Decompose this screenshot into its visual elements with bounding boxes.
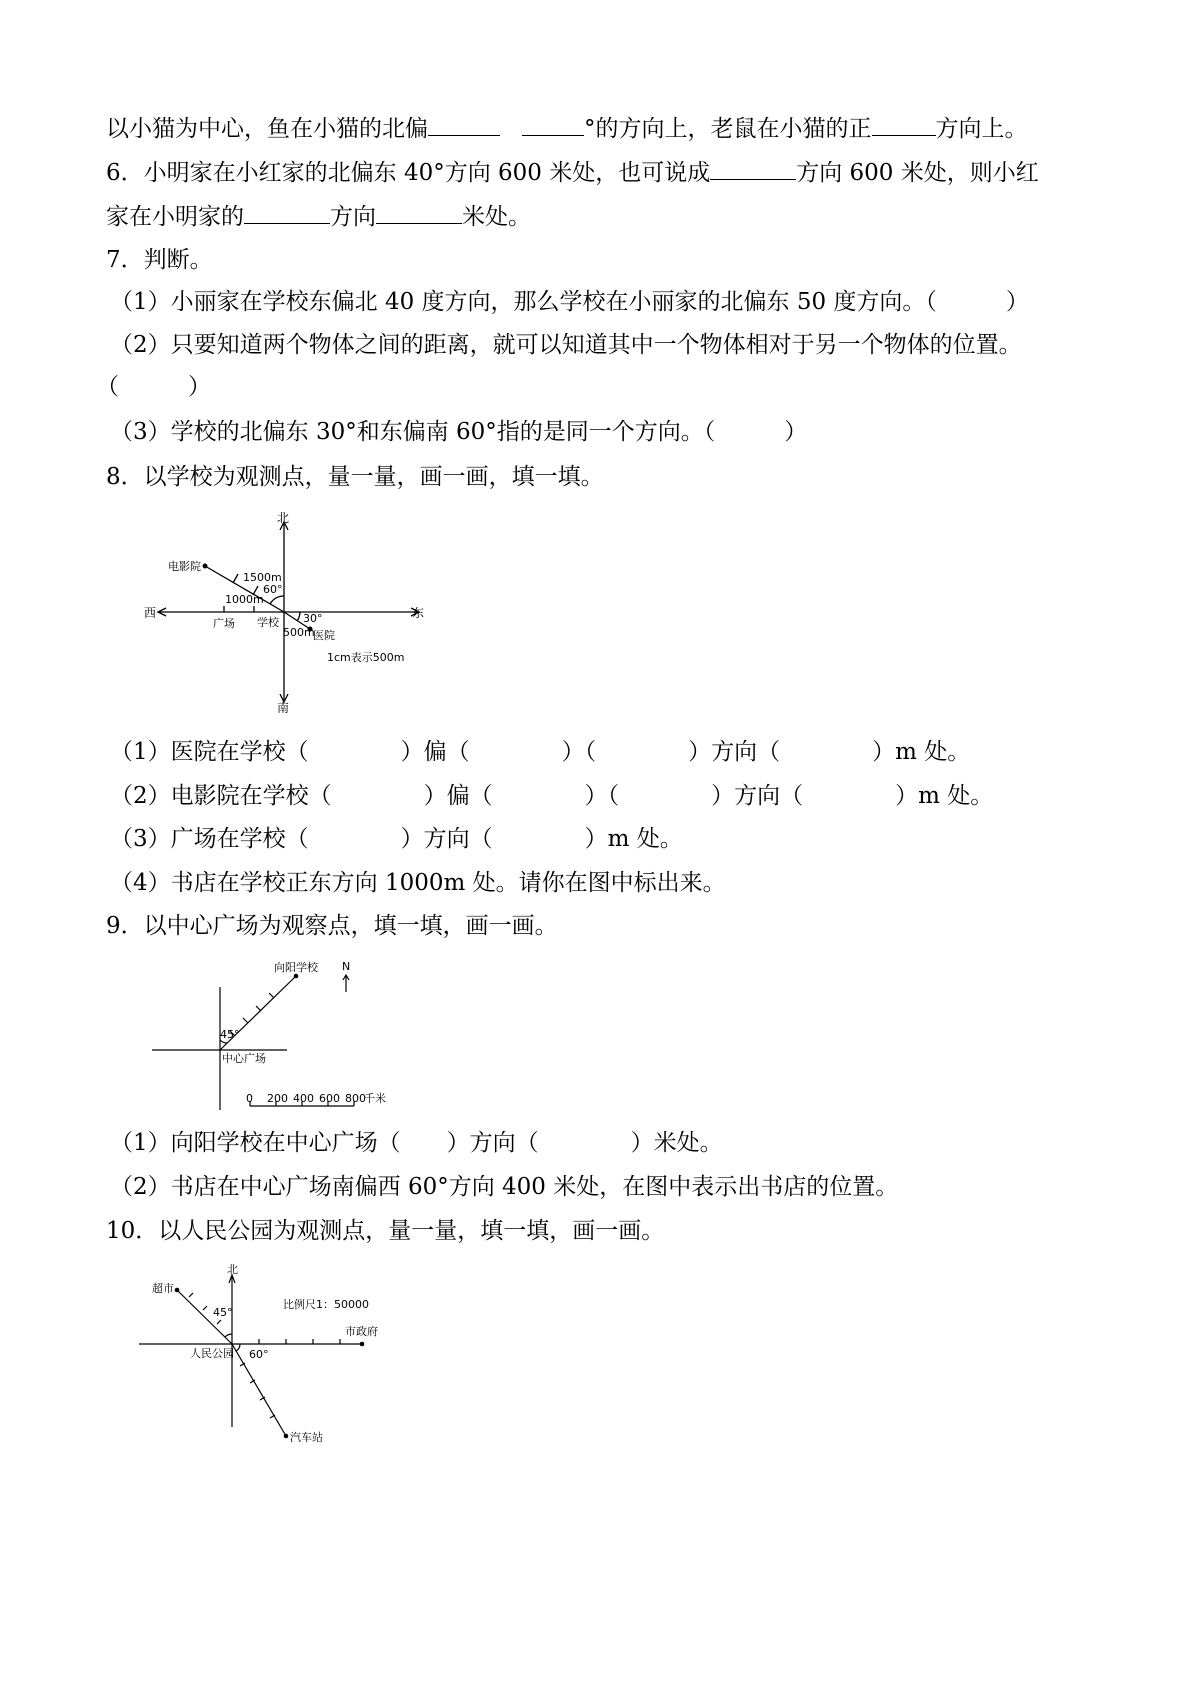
q8-label-east: 东	[412, 606, 425, 620]
q8-label-north: 北	[277, 511, 290, 525]
q9-label-school: 向阳学校	[274, 961, 318, 974]
q10-label-park: 人民公园	[190, 1347, 234, 1360]
q9-sub-2: （2）书店在中心广场南偏西 60°方向 400 米处，在图中表示出书店的位置。	[110, 1174, 899, 1200]
q5-blank-2[interactable]	[522, 113, 584, 136]
q6-line-1	[106, 157, 1039, 188]
q6-text-2c: 米处。	[462, 204, 531, 230]
q7-statement-3: （3）学校的北偏东 30°和东偏南 60°指的是同一个方向。（ ）	[110, 419, 808, 445]
q7-title: 7．判断。	[106, 247, 213, 273]
q8-label-plaza: 广场	[213, 617, 235, 630]
q10-label-angle-60: 60°	[249, 1348, 269, 1361]
q6-text-2a: 家在小明家的	[106, 204, 244, 230]
q8-label-scale: 1cm表示500m	[327, 651, 405, 664]
q9-title: 9．以中心广场为观察点，填一填，画一画。	[106, 913, 558, 939]
q6-text-2b: 方向	[330, 204, 376, 230]
q8-label-school: 学校	[257, 616, 279, 629]
q7-statement-2-answer[interactable]: （ ）	[96, 374, 211, 400]
q9-tick-800: 800	[345, 1092, 366, 1105]
q9-sub-1: （1）向阳学校在中心广场（ ）方向（ ）米处。	[110, 1130, 723, 1156]
q9-label-north: N	[342, 960, 351, 973]
q10-label-angle-45: 45°	[213, 1306, 233, 1319]
q8-label-hospital: 医院	[313, 629, 335, 642]
q10-label-station: 汽车站	[290, 1431, 323, 1444]
q7-statement-1: （1）小丽家在学校东偏北 40 度方向，那么学校在小丽家的北偏东 50 度方向。（ ）	[110, 289, 1029, 315]
q6-text-1b: 方向 600 米处，则小红	[796, 160, 1039, 186]
q7-statement-2: （2）只要知道两个物体之间的距离，就可以知道其中一个物体相对于另一个物体的位置。	[110, 332, 1022, 358]
q9-tick-200: 200	[267, 1092, 288, 1105]
q8-label-500m: 500m	[283, 626, 315, 639]
q9-label-angle: 45°	[220, 1028, 240, 1041]
q5-part2: °的方向上，老鼠在小猫的正	[584, 116, 872, 142]
q6-line-2	[106, 201, 531, 232]
q8-label-angle-30: 30°	[303, 612, 323, 625]
q9-label-center: 中心广场	[222, 1052, 266, 1065]
q8-label-south: 南	[277, 701, 290, 715]
q6-blank-1[interactable]	[710, 157, 796, 180]
q5-blank-1[interactable]	[428, 113, 500, 136]
q6-blank-2[interactable]	[244, 201, 330, 224]
q10-label-north: 北	[227, 1263, 238, 1276]
q8-sub-3: （3）广场在学校（ ）方向（ ）m 处。	[110, 826, 683, 852]
q8-label-west: 西	[144, 606, 157, 620]
q5-blank-3[interactable]	[872, 113, 936, 136]
q5-part3: 方向上。	[935, 116, 1028, 142]
q9-tick-600: 600	[319, 1092, 340, 1105]
q8-sub-4: （4）书店在学校正东方向 1000m 处。请你在图中标出来。	[110, 870, 726, 896]
q9-label-unit: 千米	[364, 1092, 386, 1105]
q8-label-angle-60: 60°	[263, 583, 283, 596]
q8-title: 8．以学校为观测点，量一量，画一画，填一填。	[106, 464, 604, 490]
q10-title: 10．以人民公园为观测点，量一量，填一填，画一画。	[106, 1218, 665, 1244]
q9-tick-0: 0	[246, 1092, 253, 1105]
q8-sub-1: （1）医院在学校（ ）偏（ ）（ ）方向（ ）m 处。	[110, 739, 971, 765]
q9-tick-400: 400	[293, 1092, 314, 1105]
q8-sub-2: （2）电影院在学校（ ）偏（ ）（ ）方向（ ）m 处。	[110, 783, 994, 809]
q8-label-1000m: 1000m	[225, 593, 264, 606]
q8-label-1500m: 1500m	[243, 571, 282, 584]
q6-text-1a: 6．小明家在小红家的北偏东 40°方向 600 米处，也可说成	[106, 160, 711, 186]
q6-blank-3[interactable]	[376, 201, 462, 224]
q10-label-govt: 市政府	[345, 1325, 378, 1338]
q5-line	[106, 113, 1028, 144]
q8-label-cinema: 电影院	[168, 560, 201, 573]
q10-label-scale: 比例尺1：50000	[283, 1298, 369, 1311]
q10-label-market: 超市	[152, 1282, 174, 1295]
q5-part1: 以小猫为中心，鱼在小猫的北偏	[106, 116, 428, 142]
